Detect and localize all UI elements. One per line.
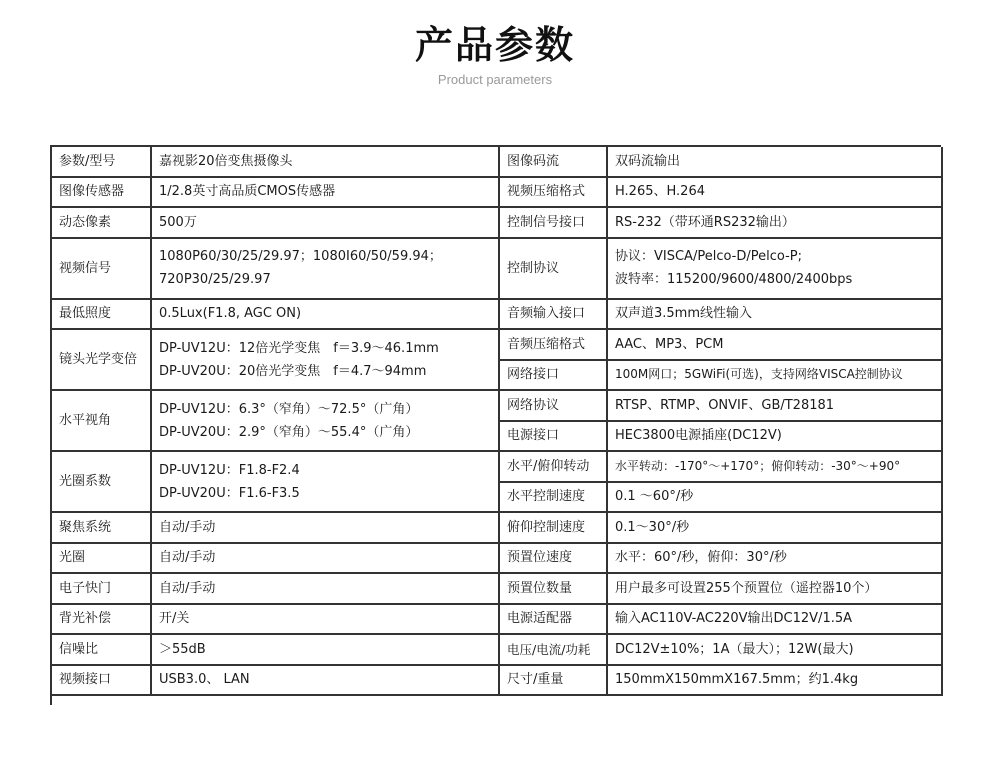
spec-value-sensor: 1/2.8英寸高品质CMOS传感器 bbox=[152, 178, 500, 209]
spec-label-presetcount: 预置位数量 bbox=[500, 574, 608, 605]
spec-value-zoom-line1: DP-UV12U：12倍光学变焦 f＝3.9～46.1mm bbox=[159, 340, 439, 356]
spec-label-port: 视频接口 bbox=[52, 666, 152, 697]
spec-label-vcw: 电压/电流/功耗 bbox=[500, 635, 608, 666]
spec-value-codec: H.265、H.264 bbox=[608, 178, 943, 209]
spec-table bbox=[50, 145, 941, 705]
spec-value-zoom bbox=[152, 330, 500, 391]
spec-label-iris: 光圈 bbox=[52, 544, 152, 575]
spec-label-ctrlport: 控制信号接口 bbox=[500, 208, 608, 239]
page-title: 产品参数 bbox=[414, 23, 575, 67]
spec-label-pixels: 动态像素 bbox=[52, 208, 152, 239]
spec-label-shutter: 电子快门 bbox=[52, 574, 152, 605]
spec-value-size: 150mmX150mmX167.5mm；约1.4kg bbox=[608, 666, 943, 697]
spec-label-video: 视频信号 bbox=[52, 239, 152, 300]
spec-value-protocol-line2: 波特率：115200/9600/4800/2400bps bbox=[615, 272, 853, 287]
spec-value-blc: 开/关 bbox=[152, 605, 500, 636]
spec-value-model: 嘉视影20倍变焦摄像头 bbox=[152, 147, 500, 178]
spec-label-power: 电源接口 bbox=[500, 422, 608, 453]
spec-value-panspeed: 0.1 ～60°/秒 bbox=[608, 483, 943, 514]
spec-value-hfov bbox=[152, 391, 500, 452]
spec-value-shutter: 自动/手动 bbox=[152, 574, 500, 605]
spec-value-netproto: RTSP、RTMP、ONVIF、GB/T28181 bbox=[608, 391, 943, 422]
spec-label-panspeed: 水平控制速度 bbox=[500, 483, 608, 514]
spec-value-pantilt: 水平转动：-170°～+170°；俯仰转动：-30°～+90° bbox=[608, 452, 943, 483]
spec-value-presetcount: 用户最多可设置255个预置位（遥控器10个） bbox=[608, 574, 943, 605]
spec-value-audioin: 双声道3.5mm线性输入 bbox=[608, 300, 943, 331]
spec-value-presetspeed: 水平：60°/秒，俯仰：30°/秒 bbox=[608, 544, 943, 575]
spec-label-model: 参数/型号 bbox=[52, 147, 152, 178]
spec-label-netproto: 网络协议 bbox=[500, 391, 608, 422]
spec-value-video bbox=[152, 239, 500, 300]
spec-value-stream: 双码流输出 bbox=[608, 147, 943, 178]
spec-label-lux: 最低照度 bbox=[52, 300, 152, 331]
spec-label-tiltspeed: 俯仰控制速度 bbox=[500, 513, 608, 544]
spec-label-focus: 聚焦系统 bbox=[52, 513, 152, 544]
spec-value-audiocodec: AAC、MP3、PCM bbox=[608, 330, 943, 361]
spec-value-hfov-line2: DP-UV20U：2.9°（窄角）～55.4°（广角） bbox=[159, 424, 419, 440]
spec-value-hfov-line1: DP-UV12U：6.3°（窄角）～72.5°（广角） bbox=[159, 401, 419, 417]
spec-label-network: 网络接口 bbox=[500, 361, 608, 392]
spec-label-zoom: 镜头光学变倍 bbox=[52, 330, 152, 391]
spec-label-pantilt: 水平/俯仰转动 bbox=[500, 452, 608, 483]
spec-value-lux: 0.5Lux(F1.8, AGC ON) bbox=[152, 300, 500, 331]
spec-value-video-line1: 1080P60/30/25/29.97；1080I60/50/59.94； bbox=[159, 249, 442, 264]
spec-value-snr: ＞55dB bbox=[152, 635, 500, 666]
spec-label-protocol: 控制协议 bbox=[500, 239, 608, 300]
spec-value-port: USB3.0、 LAN bbox=[152, 666, 500, 697]
spec-value-tiltspeed: 0.1～30°/秒 bbox=[608, 513, 943, 544]
spec-label-audiocodec: 音频压缩格式 bbox=[500, 330, 608, 361]
page-subtitle: Product parameters bbox=[437, 72, 553, 87]
spec-value-iris: 自动/手动 bbox=[152, 544, 500, 575]
spec-value-pixels: 500万 bbox=[152, 208, 500, 239]
spec-value-adapter: 输入AC110V-AC220V输出DC12V/1.5A bbox=[608, 605, 943, 636]
spec-value-protocol-line1: 协议：VISCA/Pelco-D/Pelco-P; bbox=[615, 249, 802, 264]
spec-value-power: HEC3800电源插座(DC12V) bbox=[608, 422, 943, 453]
spec-label-audioin: 音频输入接口 bbox=[500, 300, 608, 331]
spec-value-aperture bbox=[152, 452, 500, 513]
spec-value-zoom-line2: DP-UV20U：20倍光学变焦 f＝4.7～94mm bbox=[159, 363, 427, 379]
spec-label-sensor: 图像传感器 bbox=[52, 178, 152, 209]
spec-value-network: 100M网口；5GWiFi(可选)，支持网络VISCA控制协议 bbox=[608, 361, 943, 392]
spec-label-stream: 图像码流 bbox=[500, 147, 608, 178]
spec-label-codec: 视频压缩格式 bbox=[500, 178, 608, 209]
spec-value-ctrlport: RS-232（带环通RS232输出） bbox=[608, 208, 943, 239]
spec-label-snr: 信噪比 bbox=[52, 635, 152, 666]
spec-label-aperture: 光圈系数 bbox=[52, 452, 152, 513]
spec-label-size: 尺寸/重量 bbox=[500, 666, 608, 697]
spec-label-blc: 背光补偿 bbox=[52, 605, 152, 636]
spec-value-aperture-line1: DP-UV12U：F1.8-F2.4 bbox=[159, 462, 300, 478]
spec-value-protocol bbox=[608, 239, 943, 300]
spec-value-aperture-line2: DP-UV20U：F1.6-F3.5 bbox=[159, 485, 300, 501]
spec-value-focus: 自动/手动 bbox=[152, 513, 500, 544]
spec-value-vcw: DC12V±10%；1A（最大）；12W(最大) bbox=[608, 635, 943, 666]
spec-value-video-line2: 720P30/25/29.97 bbox=[159, 272, 271, 287]
spec-label-hfov: 水平视角 bbox=[52, 391, 152, 452]
spec-label-presetspeed: 预置位速度 bbox=[500, 544, 608, 575]
spec-label-adapter: 电源适配器 bbox=[500, 605, 608, 636]
